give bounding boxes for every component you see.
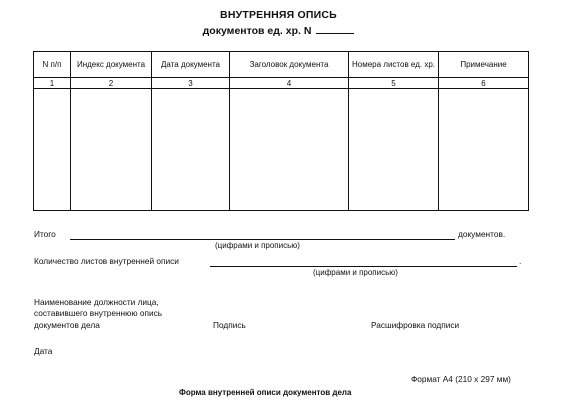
total-hint: (цифрами и прописью) [215, 241, 300, 250]
form-subtitle [0, 23, 557, 37]
column-number: 2 [71, 78, 152, 89]
unit-number-blank [316, 23, 354, 34]
inventory-table [33, 51, 529, 211]
position-line-2: составившего внутреннюю опись [34, 308, 163, 318]
total-fill-line [70, 239, 455, 240]
column-number: 1 [34, 78, 71, 89]
column-number: 6 [439, 78, 529, 89]
form-title: ВНУТРЕННЯЯ ОПИСЬ [220, 9, 337, 21]
table-cell [152, 89, 230, 211]
column-header: Номера листов ед. хр. [349, 52, 439, 78]
column-header: Примечание [439, 52, 529, 78]
table-cell [230, 89, 349, 211]
table-cell [439, 89, 529, 211]
sheets-label: Количество листов внутренней описи [34, 256, 179, 266]
position-line-1: Наименование должности лица, [34, 297, 159, 307]
subtitle-text: документов ед. хр. N [202, 25, 312, 37]
table-cell [34, 89, 71, 211]
table-cell [71, 89, 152, 211]
format-note: Формат А4 (210 х 297 мм) [411, 374, 511, 384]
total-suffix: документов. [458, 229, 506, 239]
position-line-3: документов дела [34, 320, 100, 330]
sheets-fill-line [210, 266, 517, 267]
column-header: Индекс документа [71, 52, 152, 78]
signature-decode-label: Расшифровка подписи [371, 320, 460, 330]
sheets-suffix: . [519, 256, 522, 266]
column-number: 4 [230, 78, 349, 89]
table-cell [349, 89, 439, 211]
column-number: 3 [152, 78, 230, 89]
column-header: N п/п [34, 52, 71, 78]
column-header: Заголовок документа [230, 52, 349, 78]
table-body-row [34, 89, 529, 211]
total-label: Итого [34, 229, 56, 239]
column-number: 5 [349, 78, 439, 89]
signature-label: Подпись [213, 320, 246, 330]
column-header: Дата документа [152, 52, 230, 78]
column-number-row [34, 78, 529, 89]
date-label: Дата [34, 346, 53, 356]
form-caption: Форма внутренней описи документов дела [179, 388, 352, 397]
sheets-hint: (цифрами и прописью) [313, 268, 398, 277]
table-header-row [34, 52, 529, 78]
